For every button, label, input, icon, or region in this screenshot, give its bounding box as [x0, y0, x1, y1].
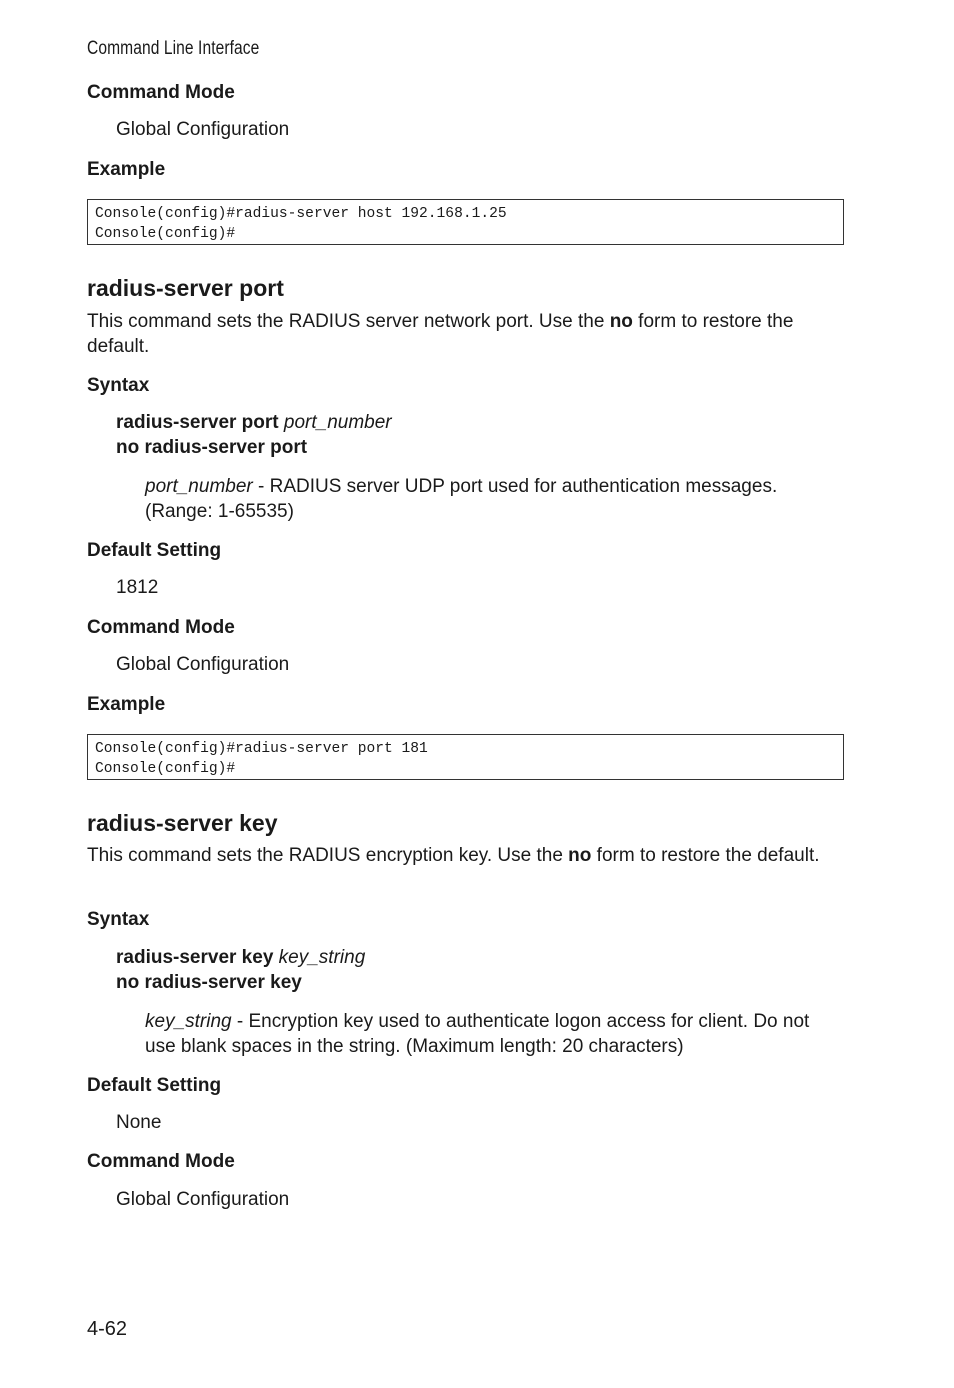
- command-mode-value: Global Configuration: [116, 1189, 290, 1210]
- example-heading: Example: [87, 159, 166, 180]
- syntax-heading: Syntax: [87, 909, 150, 930]
- code-line: Console(config)#radius-server host 192.168.1.25: [95, 206, 507, 222]
- default-setting-value: None: [116, 1112, 162, 1133]
- no-keyword: no: [568, 845, 592, 866]
- syntax-command: radius-server key key_string: [116, 947, 366, 968]
- syntax-command: radius-server port port_number: [116, 412, 392, 433]
- page-number: 4-62: [87, 1318, 128, 1340]
- code-example-port: [87, 734, 844, 780]
- syntax-heading: Syntax: [87, 375, 150, 396]
- code-line: Console(config)#: [95, 225, 236, 242]
- no-keyword: no: [609, 311, 633, 332]
- command-mode-value: Global Configuration: [116, 119, 290, 140]
- command-mode-heading: Command Mode: [87, 82, 235, 103]
- default-setting-heading: Default Setting: [87, 1075, 222, 1096]
- param-description: key_string - Encryption key used to authenticate logon access for client. Do not use blank spaces in the string. (Maximum length: 20 characters): [145, 1011, 810, 1057]
- param-name: port_number: [145, 476, 253, 497]
- port-description: This command sets the RADIUS server network port. Use the no form to restore the default.: [87, 311, 794, 357]
- default-setting-heading: Default Setting: [87, 540, 222, 561]
- section-title-key: radius-server key: [87, 810, 278, 836]
- code-line: Console(config)#: [95, 760, 236, 777]
- example-heading: Example: [87, 694, 166, 715]
- code-example-host: [87, 199, 844, 245]
- command-mode-heading: Command Mode: [87, 1151, 235, 1172]
- param-name: key_string: [145, 1011, 232, 1032]
- command-mode-value: Global Configuration: [116, 654, 290, 675]
- code-line: Console(config)#radius-server port 181: [95, 741, 428, 757]
- section-title-port: radius-server port: [87, 275, 284, 301]
- syntax-no-command: no radius-server port: [116, 437, 308, 458]
- key-description: This command sets the RADIUS encryption key. Use the no form to restore the default.: [87, 845, 820, 866]
- syntax-no-command: no radius-server key: [116, 972, 302, 993]
- command-mode-heading: Command Mode: [87, 617, 235, 638]
- running-header: Command Line Interface: [87, 38, 260, 59]
- param-description: port_number - RADIUS server UDP port used for authentication messages. (Range: 1-65535): [145, 476, 778, 522]
- default-setting-value: 1812: [116, 577, 159, 598]
